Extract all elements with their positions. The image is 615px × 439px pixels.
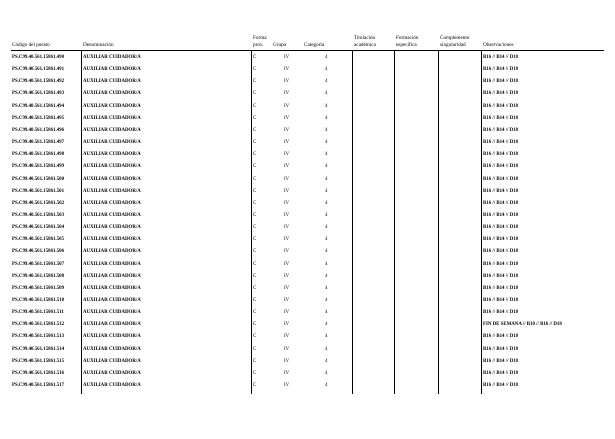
- cell-denominacion: AUXILIAR CUIDADOR/A: [83, 310, 141, 316]
- cell-forma: C: [253, 383, 257, 389]
- table-row: [0, 149, 615, 161]
- cell-denominacion: AUXILIAR CUIDADOR/A: [83, 91, 141, 97]
- cell-denominacion: AUXILIAR CUIDADOR/A: [83, 358, 141, 364]
- header-complemento-line1: Complemento: [440, 35, 470, 41]
- cell-forma: C: [253, 225, 257, 231]
- cell-forma: C: [253, 237, 257, 243]
- cell-grupo: IV: [284, 103, 290, 109]
- cell-categoria: 4: [325, 249, 328, 255]
- cell-grupo: IV: [284, 249, 290, 255]
- cell-categoria: 4: [325, 310, 328, 316]
- table-row: [0, 283, 615, 295]
- cell-observaciones: B16 // B14 // D18: [483, 237, 519, 243]
- cell-codigo: PS.C99.40.561.15861.501: [12, 188, 65, 194]
- cell-denominacion: AUXILIAR CUIDADOR/A: [83, 346, 141, 352]
- cell-categoria: 4: [325, 334, 328, 340]
- header-divider: [11, 50, 604, 51]
- cell-grupo: IV: [284, 164, 290, 170]
- cell-forma: C: [253, 152, 257, 158]
- cell-forma: C: [253, 115, 257, 121]
- table-row: [0, 174, 615, 186]
- cell-codigo: PS.C99.40.561.15861.516: [12, 370, 65, 376]
- cell-categoria: 4: [325, 200, 328, 206]
- header-codigo: Código del puesto: [12, 42, 50, 48]
- cell-observaciones: B16 // B14 // D18: [483, 67, 519, 73]
- cell-codigo: PS.C99.40.561.15861.494: [12, 103, 65, 109]
- cell-denominacion: AUXILIAR CUIDADOR/A: [83, 200, 141, 206]
- table-row: [0, 137, 615, 149]
- header-forma-line2: prov.: [253, 42, 264, 48]
- cell-grupo: IV: [284, 358, 290, 364]
- cell-codigo: PS.C99.40.561.15861.515: [12, 358, 65, 364]
- table-row: [0, 186, 615, 198]
- header-denominacion: Denominación: [83, 42, 114, 48]
- header-formacion-line2: específica: [396, 42, 417, 48]
- cell-forma: C: [253, 273, 257, 279]
- cell-categoria: 4: [325, 103, 328, 109]
- table-row: [0, 307, 615, 319]
- cell-observaciones: B16 // B14 // D18: [483, 79, 519, 85]
- cell-observaciones: B16 // B14 // D18: [483, 249, 519, 255]
- header-grupo: Grupo: [273, 42, 287, 48]
- cell-forma: C: [253, 176, 257, 182]
- header-titulacion-line1: Titulación: [354, 35, 376, 41]
- cell-codigo: PS.C99.40.561.15861.503: [12, 212, 65, 218]
- cell-categoria: 4: [325, 322, 328, 328]
- cell-denominacion: AUXILIAR CUIDADOR/A: [83, 176, 141, 182]
- cell-denominacion: AUXILIAR CUIDADOR/A: [83, 322, 141, 328]
- cell-categoria: 4: [325, 91, 328, 97]
- cell-grupo: IV: [284, 334, 290, 340]
- cell-categoria: 4: [325, 212, 328, 218]
- cell-grupo: IV: [284, 273, 290, 279]
- cell-observaciones: B16 // B14 // D18: [483, 91, 519, 97]
- table-row: [0, 113, 615, 125]
- cell-grupo: IV: [284, 67, 290, 73]
- table-row: [0, 101, 615, 113]
- cell-grupo: IV: [284, 115, 290, 121]
- cell-forma: C: [253, 67, 257, 73]
- cell-observaciones: B16 // B14 // D18: [483, 200, 519, 206]
- cell-forma: C: [253, 55, 257, 60]
- table-row: [0, 210, 615, 222]
- table-row: [0, 271, 615, 283]
- cell-categoria: 4: [325, 383, 328, 389]
- cell-grupo: IV: [284, 79, 290, 85]
- cell-codigo: PS.C99.40.561.15861.507: [12, 261, 65, 267]
- table-row: [0, 246, 615, 258]
- cell-observaciones: B16 // B14 // D18: [483, 273, 519, 279]
- cell-grupo: IV: [284, 370, 290, 376]
- cell-denominacion: AUXILIAR CUIDADOR/A: [83, 212, 141, 218]
- cell-codigo: PS.C99.40.561.15861.502: [12, 200, 65, 206]
- cell-grupo: IV: [284, 237, 290, 243]
- cell-forma: C: [253, 127, 257, 133]
- cell-codigo: PS.C99.40.561.15861.504: [12, 225, 65, 231]
- cell-forma: C: [253, 334, 257, 340]
- header-complemento-line2: singularidad: [440, 42, 466, 48]
- cell-grupo: IV: [284, 200, 290, 206]
- cell-observaciones: B16 // B14 // D18: [483, 298, 519, 303]
- cell-observaciones: B16 // B14 // D18: [483, 140, 519, 146]
- cell-grupo: IV: [284, 152, 290, 158]
- cell-codigo: PS.C99.40.561.15861.509: [12, 285, 65, 291]
- cell-grupo: IV: [284, 91, 290, 97]
- cell-observaciones: B16 // B14 // D18: [483, 127, 519, 133]
- cell-denominacion: AUXILIAR CUIDADOR/A: [83, 79, 141, 85]
- table-row: [0, 88, 615, 100]
- cell-observaciones: B16 // B14 // D18: [483, 225, 519, 231]
- cell-categoria: 4: [325, 67, 328, 73]
- table-row: [0, 295, 615, 307]
- cell-denominacion: AUXILIAR CUIDADOR/A: [83, 383, 141, 389]
- cell-observaciones: B16 // B14 // D18: [483, 383, 519, 389]
- cell-forma: C: [253, 346, 257, 352]
- cell-forma: C: [253, 91, 257, 97]
- table-row: [0, 64, 615, 76]
- cell-categoria: 4: [325, 358, 328, 364]
- cell-codigo: PS.C99.40.561.15861.510: [12, 298, 65, 303]
- cell-codigo: PS.C99.40.561.15861.506: [12, 249, 65, 255]
- table-row: [0, 198, 615, 210]
- cell-categoria: 4: [325, 176, 328, 182]
- table-row: [0, 344, 615, 356]
- cell-denominacion: AUXILIAR CUIDADOR/A: [83, 115, 141, 121]
- cell-codigo: PS.C99.40.561.15861.497: [12, 140, 65, 146]
- cell-forma: C: [253, 103, 257, 109]
- cell-categoria: 4: [325, 152, 328, 158]
- cell-denominacion: AUXILIAR CUIDADOR/A: [83, 140, 141, 146]
- cell-categoria: 4: [325, 55, 328, 60]
- cell-observaciones: B16 // B14 // D18: [483, 370, 519, 376]
- header-forma-line1: Forma: [253, 35, 267, 41]
- cell-grupo: IV: [284, 298, 290, 303]
- cell-categoria: 4: [325, 225, 328, 231]
- cell-codigo: PS.C99.40.561.15861.499: [12, 164, 65, 170]
- cell-forma: C: [253, 200, 257, 206]
- cell-observaciones: B16 // B14 // D18: [483, 285, 519, 291]
- cell-observaciones: FIN DE SEMANA // B10 // B16 // D18: [483, 322, 562, 328]
- cell-codigo: PS.C99.40.561.15861.500: [12, 176, 65, 182]
- cell-grupo: IV: [284, 127, 290, 133]
- table-row: [0, 368, 615, 380]
- cell-observaciones: B16 // B14 // D18: [483, 334, 519, 340]
- cell-forma: C: [253, 188, 257, 194]
- cell-forma: C: [253, 310, 257, 316]
- cell-codigo: PS.C99.40.561.15861.493: [12, 91, 65, 97]
- cell-observaciones: B16 // B14 // D18: [483, 176, 519, 182]
- table-row: [0, 125, 615, 137]
- cell-denominacion: AUXILIAR CUIDADOR/A: [83, 152, 141, 158]
- cell-observaciones: B16 // B14 // D18: [483, 346, 519, 352]
- cell-grupo: IV: [284, 310, 290, 316]
- cell-grupo: IV: [284, 383, 290, 389]
- cell-codigo: PS.C99.40.561.15861.505: [12, 237, 65, 243]
- header-categoria: Categoría: [304, 42, 325, 48]
- table-row: [0, 356, 615, 368]
- table-row: [0, 76, 615, 88]
- cell-forma: C: [253, 261, 257, 267]
- cell-forma: C: [253, 164, 257, 170]
- header-formacion-line1: Formación: [396, 35, 419, 41]
- cell-forma: C: [253, 212, 257, 218]
- cell-grupo: IV: [284, 285, 290, 291]
- cell-codigo: PS.C99.40.561.15861.508: [12, 273, 65, 279]
- cell-grupo: IV: [284, 212, 290, 218]
- cell-codigo: PS.C99.40.561.15861.491: [12, 67, 65, 73]
- cell-observaciones: B16 // B14 // D18: [483, 103, 519, 109]
- cell-denominacion: AUXILIAR CUIDADOR/A: [83, 249, 141, 255]
- cell-forma: C: [253, 285, 257, 291]
- cell-observaciones: B16 // B14 // D18: [483, 310, 519, 316]
- cell-denominacion: AUXILIAR CUIDADOR/A: [83, 273, 141, 279]
- cell-codigo: PS.C99.40.561.15861.511: [12, 310, 64, 316]
- cell-codigo: PS.C99.40.561.15861.517: [12, 383, 65, 389]
- cell-grupo: IV: [284, 322, 290, 328]
- cell-observaciones: B16 // B14 // D18: [483, 115, 519, 121]
- cell-grupo: IV: [284, 55, 290, 60]
- cell-denominacion: AUXILIAR CUIDADOR/A: [83, 334, 141, 340]
- cell-codigo: PS.C99.40.561.15861.492: [12, 79, 65, 85]
- table-row: [0, 319, 615, 331]
- cell-codigo: PS.C99.40.561.15861.496: [12, 127, 65, 133]
- cell-categoria: 4: [325, 164, 328, 170]
- cell-codigo: PS.C99.40.561.15861.490: [12, 55, 65, 60]
- cell-forma: C: [253, 370, 257, 376]
- cell-denominacion: AUXILIAR CUIDADOR/A: [83, 285, 141, 291]
- cell-denominacion: AUXILIAR CUIDADOR/A: [83, 164, 141, 170]
- cell-categoria: 4: [325, 140, 328, 146]
- cell-categoria: 4: [325, 370, 328, 376]
- cell-categoria: 4: [325, 188, 328, 194]
- cell-categoria: 4: [325, 346, 328, 352]
- cell-denominacion: AUXILIAR CUIDADOR/A: [83, 103, 141, 109]
- cell-observaciones: B16 // B14 // D18: [483, 358, 519, 364]
- cell-observaciones: B16 // B14 // D18: [483, 188, 519, 194]
- cell-denominacion: AUXILIAR CUIDADOR/A: [83, 188, 141, 194]
- table-row: [0, 52, 615, 64]
- table-row: [0, 161, 615, 173]
- cell-grupo: IV: [284, 140, 290, 146]
- cell-observaciones: B16 // B14 // D18: [483, 164, 519, 170]
- cell-grupo: IV: [284, 225, 290, 231]
- table-row: [0, 234, 615, 246]
- cell-codigo: PS.C99.40.561.15861.498: [12, 152, 65, 158]
- cell-denominacion: AUXILIAR CUIDADOR/A: [83, 127, 141, 133]
- cell-grupo: IV: [284, 176, 290, 182]
- cell-forma: C: [253, 322, 257, 328]
- cell-forma: C: [253, 249, 257, 255]
- cell-denominacion: AUXILIAR CUIDADOR/A: [83, 55, 141, 60]
- cell-grupo: IV: [284, 188, 290, 194]
- cell-denominacion: AUXILIAR CUIDADOR/A: [83, 370, 141, 376]
- cell-categoria: 4: [325, 79, 328, 85]
- cell-denominacion: AUXILIAR CUIDADOR/A: [83, 67, 141, 73]
- cell-categoria: 4: [325, 127, 328, 133]
- cell-categoria: 4: [325, 115, 328, 121]
- cell-codigo: PS.C99.40.561.15861.514: [12, 346, 65, 352]
- cell-categoria: 4: [325, 261, 328, 267]
- header-titulacion-line2: académica: [354, 42, 376, 48]
- header-observaciones: Observaciones: [483, 42, 514, 48]
- cell-observaciones: B16 // B14 // D18: [483, 261, 519, 267]
- cell-observaciones: B16 // B14 // D18: [483, 212, 519, 218]
- cell-denominacion: AUXILIAR CUIDADOR/A: [83, 298, 141, 303]
- cell-denominacion: AUXILIAR CUIDADOR/A: [83, 237, 141, 243]
- cell-codigo: PS.C99.40.561.15861.495: [12, 115, 65, 121]
- cell-denominacion: AUXILIAR CUIDADOR/A: [83, 225, 141, 231]
- cell-grupo: IV: [284, 261, 290, 267]
- cell-codigo: PS.C99.40.561.15861.513: [12, 334, 65, 340]
- cell-categoria: 4: [325, 273, 328, 279]
- table-row: [0, 331, 615, 343]
- cell-observaciones: B16 // B14 // D18: [483, 55, 519, 60]
- table-row: [0, 380, 615, 392]
- cell-categoria: 4: [325, 237, 328, 243]
- cell-forma: C: [253, 298, 257, 303]
- cell-forma: C: [253, 358, 257, 364]
- cell-grupo: IV: [284, 346, 290, 352]
- table-row: [0, 222, 615, 234]
- cell-denominacion: AUXILIAR CUIDADOR/A: [83, 261, 141, 267]
- cell-forma: C: [253, 79, 257, 85]
- cell-forma: C: [253, 140, 257, 146]
- cell-observaciones: B16 // B14 // D18: [483, 152, 519, 158]
- cell-codigo: PS.C99.40.561.15861.512: [12, 322, 65, 328]
- cell-categoria: 4: [325, 285, 328, 291]
- table-row: [0, 259, 615, 271]
- cell-categoria: 4: [325, 298, 328, 303]
